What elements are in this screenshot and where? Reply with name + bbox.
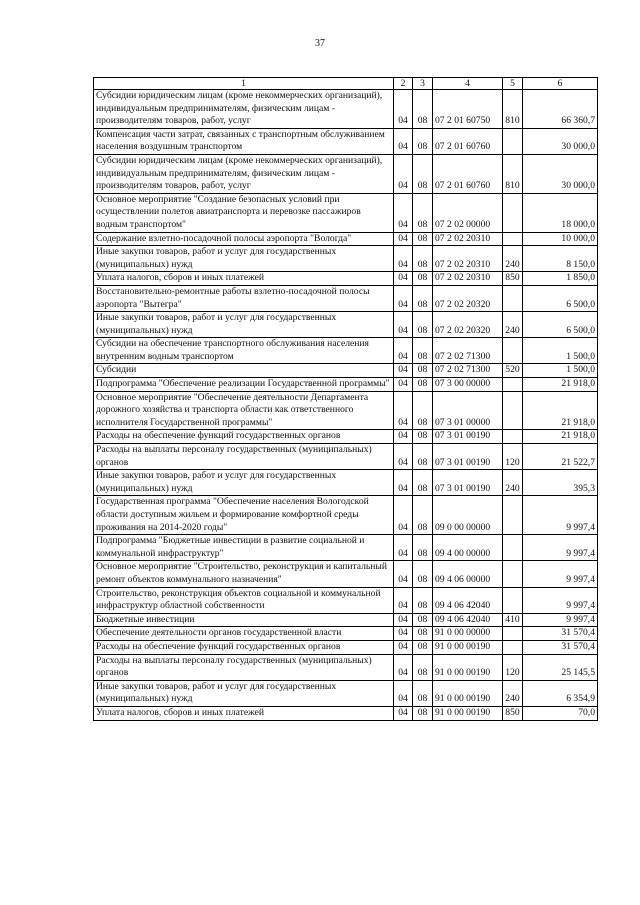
row-target-article: 91 0 00 00190 (433, 680, 503, 706)
row-sum: 8 150,0 (523, 246, 598, 272)
table-row (94, 312, 598, 338)
row-section: 04 (394, 587, 413, 613)
row-expense-type (503, 128, 523, 154)
row-subsection: 08 (413, 680, 433, 706)
row-subsection: 08 (413, 391, 433, 430)
row-name: Расходы на выплаты персоналу государственных (муниципальных) органов (94, 444, 394, 470)
row-subsection: 08 (413, 338, 433, 364)
row-target-article: 09 0 00 00000 (433, 496, 503, 535)
row-sum: 70,0 (523, 706, 598, 720)
row-sum: 25 145,5 (523, 654, 598, 680)
row-section: 04 (394, 444, 413, 470)
table-row (94, 246, 598, 272)
table-row (94, 154, 598, 193)
row-subsection: 08 (413, 285, 433, 311)
row-target-article: 07 2 01 60750 (433, 90, 503, 129)
row-section: 04 (394, 193, 413, 232)
row-expense-type: 850 (503, 706, 523, 720)
row-section: 04 (394, 378, 413, 392)
table-row (94, 272, 598, 286)
table-row (94, 680, 598, 706)
table-row (94, 128, 598, 154)
row-sum: 6 500,0 (523, 312, 598, 338)
row-sum: 395,3 (523, 470, 598, 496)
row-expense-type (503, 285, 523, 311)
row-name: Уплата налогов, сборов и иных платежей (94, 706, 394, 720)
row-subsection: 08 (413, 378, 433, 392)
row-target-article: 07 3 01 00000 (433, 391, 503, 430)
row-subsection: 08 (413, 496, 433, 535)
row-target-article: 07 2 02 00000 (433, 193, 503, 232)
row-sum: 21 918,0 (523, 378, 598, 392)
table-row (94, 640, 598, 654)
row-subsection: 08 (413, 272, 433, 286)
row-subsection: 08 (413, 561, 433, 587)
row-section: 04 (394, 535, 413, 561)
row-name: Основное мероприятие "Строительство, реконструкция и капитальный ремонт объектов коммунального назначения" (94, 561, 394, 587)
table-row (94, 430, 598, 444)
page-number: 37 (315, 38, 325, 49)
row-expense-type: 850 (503, 272, 523, 286)
row-target-article: 07 3 01 00190 (433, 430, 503, 444)
row-expense-type (503, 627, 523, 641)
row-sum: 9 997,4 (523, 613, 598, 627)
table-row (94, 613, 598, 627)
table-row (94, 193, 598, 232)
row-expense-type (503, 378, 523, 392)
row-section: 04 (394, 246, 413, 272)
row-subsection: 08 (413, 640, 433, 654)
column-header-subsection: 3 (413, 78, 433, 90)
row-name: Расходы на обеспечение функций государственных органов (94, 640, 394, 654)
table-row (94, 561, 598, 587)
budget-table (93, 77, 598, 721)
row-sum: 1 500,0 (523, 338, 598, 364)
table-row (94, 285, 598, 311)
row-sum: 9 997,4 (523, 496, 598, 535)
row-sum: 6 354,9 (523, 680, 598, 706)
row-target-article: 91 0 00 00190 (433, 654, 503, 680)
row-name: Иные закупки товаров, работ и услуг для государственных (муниципальных) нужд (94, 470, 394, 496)
row-expense-type: 240 (503, 312, 523, 338)
row-expense-type: 520 (503, 364, 523, 378)
row-expense-type (503, 338, 523, 364)
row-subsection: 08 (413, 430, 433, 444)
table-row (94, 627, 598, 641)
row-subsection: 08 (413, 613, 433, 627)
row-expense-type (503, 561, 523, 587)
row-expense-type (503, 640, 523, 654)
row-expense-type (503, 430, 523, 444)
row-name: Основное мероприятие "Обеспечение деятельности Департамента дорожного хозяйства и транспорта области как ответственного исполнителя Государственной программы" (94, 391, 394, 430)
row-section: 04 (394, 640, 413, 654)
row-sum: 30 000,0 (523, 128, 598, 154)
row-section: 04 (394, 680, 413, 706)
row-target-article: 07 3 01 00190 (433, 444, 503, 470)
row-expense-type: 120 (503, 654, 523, 680)
row-subsection: 08 (413, 193, 433, 232)
row-expense-type (503, 391, 523, 430)
table-row (94, 90, 598, 129)
row-name: Субсидии на обеспечение транспортного обслуживания населения внутренним водным транспортом (94, 338, 394, 364)
row-section: 04 (394, 627, 413, 641)
row-sum: 1 850,0 (523, 272, 598, 286)
table-row (94, 496, 598, 535)
table-row (94, 391, 598, 430)
row-section: 04 (394, 470, 413, 496)
row-name: Бюджетные инвестиции (94, 613, 394, 627)
row-name: Расходы на обеспечение функций государственных органов (94, 430, 394, 444)
table-row (94, 706, 598, 720)
row-sum: 66 360,7 (523, 90, 598, 129)
row-expense-type (503, 496, 523, 535)
row-sum: 1 500,0 (523, 364, 598, 378)
row-sum: 21 918,0 (523, 430, 598, 444)
table-row (94, 587, 598, 613)
row-name: Содержание взлетно-посадочной полосы аэропорта "Вологда" (94, 232, 394, 246)
row-target-article: 07 2 02 20310 (433, 232, 503, 246)
row-target-article: 09 4 00 00000 (433, 535, 503, 561)
row-section: 04 (394, 128, 413, 154)
row-section: 04 (394, 154, 413, 193)
row-name: Иные закупки товаров, работ и услуг для государственных (муниципальных) нужд (94, 312, 394, 338)
row-sum: 31 570,4 (523, 627, 598, 641)
row-subsection: 08 (413, 154, 433, 193)
row-subsection: 08 (413, 587, 433, 613)
row-expense-type (503, 587, 523, 613)
row-expense-type: 810 (503, 154, 523, 193)
table-row (94, 535, 598, 561)
column-header-name: 1 (94, 78, 394, 90)
row-target-article: 91 0 00 00190 (433, 706, 503, 720)
column-header-sum: 6 (523, 78, 598, 90)
row-target-article: 07 2 02 20310 (433, 246, 503, 272)
row-name: Субсидии (94, 364, 394, 378)
table-row (94, 338, 598, 364)
row-name: Субсидии юридическим лицам (кроме некоммерческих организаций), индивидуальным предпринимателям, физическим лицам - производителям товаров, работ, услуг (94, 90, 394, 129)
table-row (94, 444, 598, 470)
row-target-article: 91 0 00 00000 (433, 627, 503, 641)
row-sum: 10 000,0 (523, 232, 598, 246)
row-section: 04 (394, 285, 413, 311)
column-header-target-article: 4 (433, 78, 503, 90)
row-section: 04 (394, 391, 413, 430)
row-name: Обеспечение деятельности органов государственной власти (94, 627, 394, 641)
table-header-row (94, 78, 598, 90)
row-target-article: 91 0 00 00190 (433, 640, 503, 654)
row-name: Подпрограмма "Обеспечение реализации Государственной программы" (94, 378, 394, 392)
row-subsection: 08 (413, 364, 433, 378)
row-expense-type (503, 535, 523, 561)
row-name: Компенсация части затрат, связанных с транспортным обслуживанием населения воздушным транспортом (94, 128, 394, 154)
row-subsection: 08 (413, 246, 433, 272)
row-target-article: 07 2 01 60760 (433, 154, 503, 193)
row-sum: 21 522,7 (523, 444, 598, 470)
row-section: 04 (394, 312, 413, 338)
row-name: Строительство, реконструкция объектов социальной и коммунальной инфраструктур областной собственности (94, 587, 394, 613)
row-subsection: 08 (413, 312, 433, 338)
row-subsection: 08 (413, 128, 433, 154)
row-expense-type: 240 (503, 246, 523, 272)
row-name: Государственная программа "Обеспечение населения Вологодской области доступным жильем и формирование комфортной среды проживания на 2014-2020 годы" (94, 496, 394, 535)
row-expense-type (503, 232, 523, 246)
row-subsection: 08 (413, 654, 433, 680)
row-section: 04 (394, 706, 413, 720)
row-target-article: 09 4 06 42040 (433, 613, 503, 627)
row-subsection: 08 (413, 706, 433, 720)
row-sum: 21 918,0 (523, 391, 598, 430)
row-expense-type: 120 (503, 444, 523, 470)
row-section: 04 (394, 90, 413, 129)
table-row (94, 654, 598, 680)
row-target-article: 07 2 02 20320 (433, 285, 503, 311)
row-expense-type: 240 (503, 470, 523, 496)
row-subsection: 08 (413, 535, 433, 561)
row-sum: 6 500,0 (523, 285, 598, 311)
row-section: 04 (394, 272, 413, 286)
row-section: 04 (394, 496, 413, 535)
row-target-article: 07 3 01 00190 (433, 470, 503, 496)
row-sum: 9 997,4 (523, 587, 598, 613)
row-name: Иные закупки товаров, работ и услуг для государственных (муниципальных) нужд (94, 680, 394, 706)
table-row (94, 232, 598, 246)
row-target-article: 07 2 02 71300 (433, 338, 503, 364)
row-sum: 31 570,4 (523, 640, 598, 654)
table-row (94, 378, 598, 392)
row-sum: 9 997,4 (523, 535, 598, 561)
row-subsection: 08 (413, 232, 433, 246)
table-row (94, 470, 598, 496)
row-sum: 9 997,4 (523, 561, 598, 587)
row-section: 04 (394, 338, 413, 364)
row-target-article: 09 4 06 42040 (433, 587, 503, 613)
row-name: Иные закупки товаров, работ и услуг для государственных (муниципальных) нужд (94, 246, 394, 272)
column-header-section: 2 (394, 78, 413, 90)
row-expense-type (503, 193, 523, 232)
row-expense-type: 240 (503, 680, 523, 706)
row-subsection: 08 (413, 627, 433, 641)
row-target-article: 07 2 02 20310 (433, 272, 503, 286)
column-header-expense-type: 5 (503, 78, 523, 90)
row-section: 04 (394, 654, 413, 680)
row-target-article: 07 2 02 71300 (433, 364, 503, 378)
row-section: 04 (394, 430, 413, 444)
row-name: Уплата налогов, сборов и иных платежей (94, 272, 394, 286)
row-target-article: 07 3 00 00000 (433, 378, 503, 392)
row-subsection: 08 (413, 90, 433, 129)
row-name: Субсидии юридическим лицам (кроме некоммерческих организаций), индивидуальным предпринимателям, физическим лицам - производителям товаров, работ, услуг (94, 154, 394, 193)
row-subsection: 08 (413, 470, 433, 496)
row-sum: 18 000,0 (523, 193, 598, 232)
row-name: Подпрограмма "Бюджетные инвестиции в развитие социальной и коммунальной инфраструктур" (94, 535, 394, 561)
row-section: 04 (394, 364, 413, 378)
row-sum: 30 000,0 (523, 154, 598, 193)
row-name: Расходы на выплаты персоналу государственных (муниципальных) органов (94, 654, 394, 680)
row-section: 04 (394, 613, 413, 627)
row-target-article: 07 2 02 20320 (433, 312, 503, 338)
table-row (94, 364, 598, 378)
row-expense-type: 810 (503, 90, 523, 129)
row-name: Восстановительно-ремонтные работы взлетно-посадочной полосы аэропорта "Вытегра" (94, 285, 394, 311)
row-expense-type: 410 (503, 613, 523, 627)
row-name: Основное мероприятие "Создание безопасных условий при осуществлении полетов авиатранспорта и перевозке пассажиров водным транспортом" (94, 193, 394, 232)
row-target-article: 09 4 06 00000 (433, 561, 503, 587)
row-section: 04 (394, 561, 413, 587)
row-target-article: 07 2 01 60760 (433, 128, 503, 154)
row-subsection: 08 (413, 444, 433, 470)
row-section: 04 (394, 232, 413, 246)
